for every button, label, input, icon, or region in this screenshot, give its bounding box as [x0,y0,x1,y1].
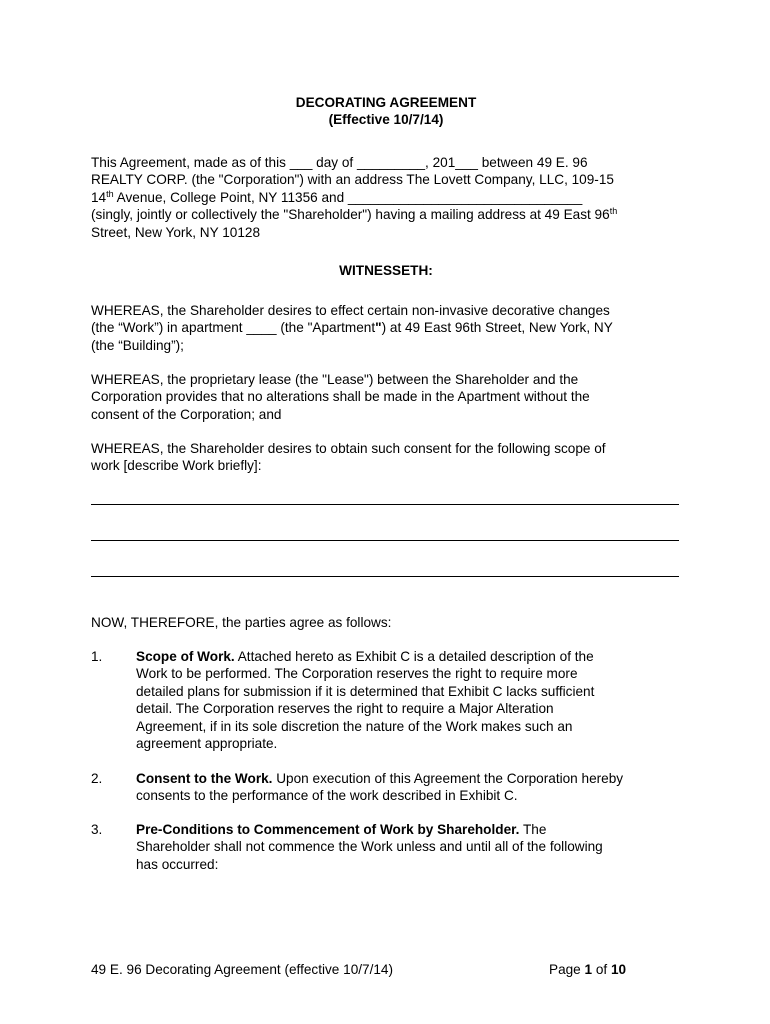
section-heading: Consent to the Work. [136,771,273,786]
section-pre-conditions: Pre-Conditions to Commencement of Work by Shareholder. The Shareholder shall not commence the Work unless and until all of the following has occurred: [136,822,603,872]
subtitle: (Effective 10/7/14) [328,112,444,128]
now-therefore: NOW, THEREFORE, the parties agree as follows: [91,615,392,630]
footer-page-number: Page 1 of 10 [549,962,627,977]
intro-line: REALTY CORP. (the "Corporation") with an address The Lovett Company, LLC, 109-15 [91,172,614,188]
intro-line: (singly, jointly or collectively the "Shareholder") having a mailing address at 49 East 96th [91,206,618,223]
whereas-paragraph-1: WHEREAS, the Shareholder desires to effect certain non-invasive decorative changes (the “Work”) in apartment ____ (the "Apartment") at 49 East 96th Street, New York, NY (the “Building”); [91,303,613,353]
whereas-paragraph-3: WHEREAS, the Shareholder desires to obtain such consent for the following scope of work [describe Work briefly]: [91,441,606,474]
whereas-paragraph-2: WHEREAS, the proprietary lease (the "Lease") between the Shareholder and the Corporation provides that no alterations shall be made in the Apartment without the consent of the Corporation; and [91,372,590,422]
blank-line [91,576,679,577]
section-number: 3. [91,822,103,837]
intro-line: This Agreement, made as of this ___ day of _________, 201___ between 49 E. 96 [91,155,588,170]
section-heading: Scope of Work. [136,649,235,664]
intro-line: 14th Avenue, College Point, NY 11356 and _______________________________ [91,188,583,205]
section-consent: Consent to the Work. Upon execution of this Agreement the Corporation hereby consents to the performance of the work described in Exhibit C. [136,771,624,804]
witnesseth-heading: WITNESSETH: [339,263,433,278]
blank-line [91,504,679,505]
footer-document-name: 49 E. 96 Decorating Agreement (effective 10/7/14) [91,962,394,977]
section-number: 2. [91,771,103,786]
section-heading: Pre-Conditions to Commencement of Work by Shareholder. [136,822,520,837]
section-scope-of-work: Scope of Work. Attached hereto as Exhibit C is a detailed description of the Work to be performed. The Corporation reserves the right to require more detailed plans for submission if it is determined that Exhibit C lacks sufficient detail. The Corporation reserves the right to require a Major Alteration Agreement, if in its sole discretion the nature of the Work makes such an agreement appropriate. [136,649,595,752]
intro-paragraph [91,154,681,241]
blank-line [91,540,679,541]
document-title [91,94,681,129]
intro-line: Street, New York, NY 10128 [91,224,261,240]
section-number: 1. [91,649,103,664]
title: DECORATING AGREEMENT [295,95,477,110]
